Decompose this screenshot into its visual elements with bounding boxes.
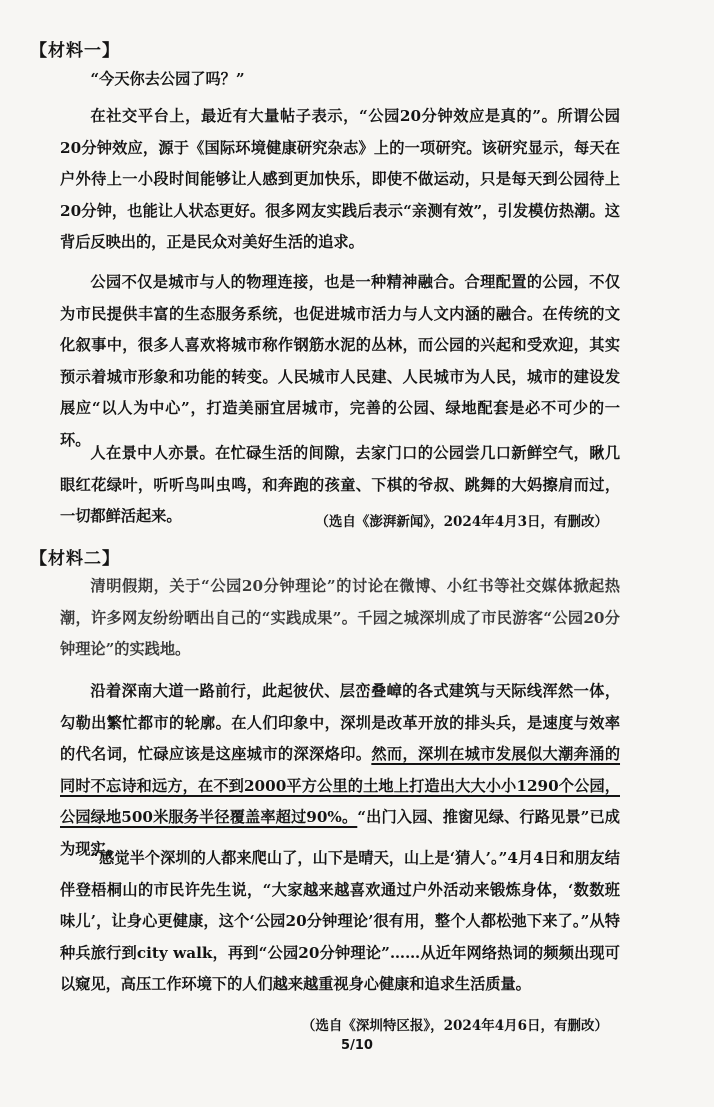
page-number: 5/10: [341, 1038, 373, 1053]
material-one-heading: 【材料一】: [30, 41, 120, 61]
material-two-paragraph-1: 清明假期，关于“公园20分钟理论”的讨论在微博、小红书等社交媒体掀起热潮，许多网友纷纷晒出自己的“实践成果”。千园之城深圳成了市民游客“公园20分钟理论”的实践地。: [60, 577, 620, 658]
material-one-paragraph-1: “今天你去公园了吗？”: [90, 70, 245, 88]
material-two-heading: 【材料二】: [30, 549, 120, 569]
material-one-paragraph-3: 公园不仅是城市与人的物理连接，也是一种精神融合。合理配置的公园，不仅为市民提供丰富的生态服务系统，也促进城市活力与人文内涵的融合。在传统的文化叙事中，很多人喜欢将城市称作钢筋水泥的丛林，而公园的兴起和受欢迎，其实预示着城市形象和功能的转变。人民城市人民建、人民城市为人民，城市的建设发展应“以人为中心”，打造美丽宜居城市，完善的公园、绿地配套是必不可少的一环。: [60, 273, 620, 449]
material-two-paragraph-3: “感觉半个深圳的人都来爬山了，山下是晴天，山上是‘猜人’。”4月4日和朋友结伴登梧桐山的市民许先生说，“大家越来越喜欢通过户外活动来锻炼身体，‘数数班味儿’，让身心更健康，这个‘公园20分钟理论’很有用，整个人都松弛下来了。”从特种兵旅行到city walk，再到“公园20分钟理论”……从近年网络热词的频频出现可以窥见，高压工作环境下的人们越来越重视身心健康和追求生活质量。: [60, 849, 620, 993]
material-two-paragraph-2: [60, 676, 620, 865]
material-one-paragraph-4: 人在景中人亦景。在忙碌生活的间隙，去家门口的公园尝几口新鲜空气，瞅几眼红花绿叶，听听鸟叫虫鸣，和奔跑的孩童、下棋的爷叔、跳舞的大妈擦肩而过，一切都鲜活起来。: [60, 444, 620, 525]
material-one-paragraph-2: 在社交平台上，最近有大量帖子表示，“公园20分钟效应是真的”。所谓公园20分钟效应，源于《国际环境健康研究杂志》上的一项研究。该研究显示，每天在户外待上一小段时间能够让人感到更加快乐，即使不做运动，只是每天到公园待上20分钟，也能让人状态更好。很多网友实践后表示“亲测有效”，引发模仿热潮。这背后反映出的，正是民众对美好生活的追求。: [60, 107, 620, 251]
paragraph-2-underlined-text: 然而，深圳在城市发展似大潮奔涌的同时不忘诗和远方，在不到2000平方公里的土地上打造出大大小小1290个公园，公园绿地500米服务半径覆盖率超过90%。: [60, 745, 621, 826]
material-one-source: （选自《澎湃新闻》，2024年4月3日，有删改）: [315, 514, 608, 530]
paragraph-2-plain-text: 沿着深南大道一路前行，此起彼伏、层峦叠嶂的各式建筑与天际线浑然一体，勾勒出繁忙都市的轮廓。在人们印象中，深圳是改革开放的排头兵，是速度与效率的代名词，忙碌应该是这座城市的深深烙印。: [60, 682, 620, 763]
material-two-source: （选自《深圳特区报》，2024年4月6日，有删改）: [301, 1018, 608, 1034]
paragraph-2-tail-text: “出门入园、推窗见绿、行路见景”已成为现实。: [60, 808, 620, 858]
